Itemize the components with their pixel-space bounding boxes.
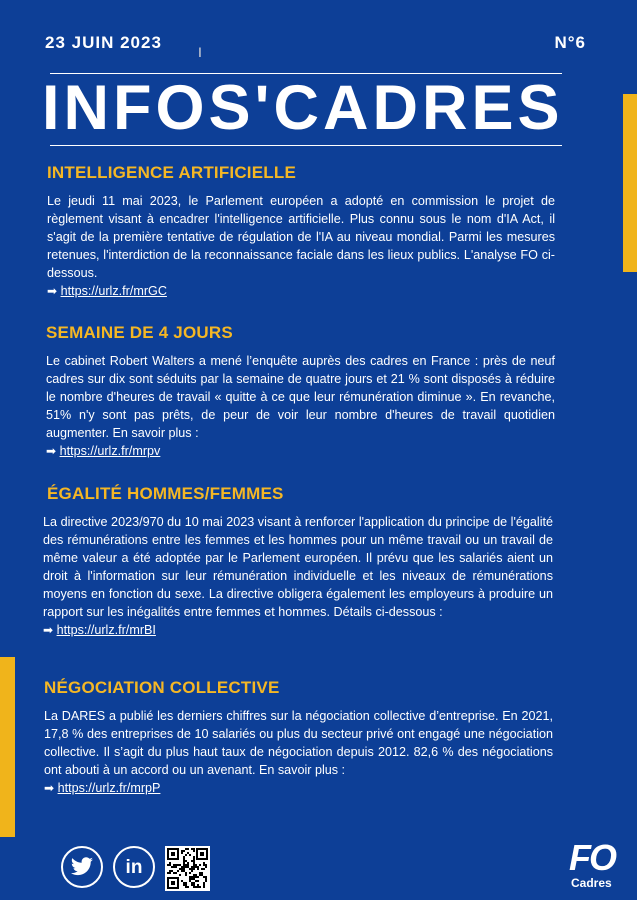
qr-module — [205, 880, 207, 882]
qr-module — [185, 848, 187, 850]
section-heading: NÉGOCIATION COLLECTIVE — [44, 678, 280, 697]
accent-bar-right — [623, 94, 637, 272]
qr-module — [193, 866, 195, 868]
qr-module — [193, 864, 195, 866]
qr-module — [193, 886, 195, 888]
qr-module — [191, 876, 193, 878]
qr-module — [169, 872, 171, 874]
twitter-icon[interactable] — [61, 846, 103, 888]
qr-module — [183, 884, 185, 886]
qr-module — [191, 866, 193, 868]
qr-module — [171, 852, 175, 856]
qr-module — [171, 881, 175, 885]
section-link[interactable]: https://urlz.fr/mrGC — [60, 284, 167, 298]
qr-module — [195, 876, 197, 878]
title-rule-bottom — [50, 145, 562, 146]
qr-module — [187, 862, 189, 864]
fo-cadres-logo — [565, 838, 625, 894]
qr-module — [185, 864, 187, 866]
qr-module — [185, 866, 187, 868]
qr-module — [199, 864, 201, 866]
qr-module — [197, 886, 199, 888]
qr-module — [169, 862, 171, 864]
qr-module — [185, 854, 187, 856]
arrow-right-icon: ➡ — [43, 623, 54, 637]
qr-module — [189, 876, 191, 878]
qr-module — [183, 882, 185, 884]
qr-module — [185, 886, 187, 888]
issue-number: N°6 — [554, 33, 586, 52]
qr-module — [193, 848, 195, 850]
qr-module — [191, 868, 193, 870]
qr-module — [179, 868, 181, 870]
qr-module — [179, 864, 181, 866]
section-heading: ÉGALITÉ HOMMES/FEMMES — [47, 484, 284, 503]
section-link-row — [43, 621, 553, 639]
newsletter-title: INFOS'CADRES — [42, 73, 564, 143]
qr-module — [193, 850, 195, 852]
qr-module — [201, 872, 203, 874]
qr-module — [183, 856, 185, 858]
qr-module — [185, 882, 187, 884]
qr-module — [193, 860, 195, 862]
qr-module — [197, 876, 199, 878]
qr-module — [203, 876, 205, 878]
qr-code-pattern — [165, 846, 210, 891]
qr-module — [175, 864, 177, 866]
qr-module — [167, 872, 169, 874]
qr-module — [193, 874, 195, 876]
qr-module — [201, 874, 203, 876]
twitter-bird-icon — [70, 857, 94, 877]
qr-module — [191, 882, 193, 884]
qr-module — [179, 874, 181, 876]
qr-module — [185, 884, 187, 886]
qr-module — [205, 876, 207, 878]
qr-module — [183, 850, 185, 852]
qr-module — [187, 866, 189, 868]
qr-module — [203, 862, 205, 864]
qr-module — [193, 868, 195, 870]
qr-module — [193, 878, 195, 880]
qr-module — [197, 868, 199, 870]
qr-module — [171, 870, 173, 872]
section-body: La DARES a publié les derniers chiffres sur la négociation collective d’entreprise. En 2021, 17,8 % des entreprises de 10 salariés ou plus du secteur privé ont engagé une négociation collective. Il s’agit du plus haut taux de négociation depuis 2012. 82,6 % des négociations ont abouti à un accord ou un avenant. En savoir plus : — [44, 709, 553, 777]
section-link-row — [47, 282, 555, 300]
qr-module — [195, 874, 197, 876]
qr-module — [199, 886, 201, 888]
section-link-row — [44, 779, 553, 797]
linkedin-icon[interactable] — [113, 846, 155, 888]
linkedin-label: in — [125, 856, 143, 878]
section-link[interactable]: https://urlz.fr/mrpP — [57, 781, 161, 795]
qr-module — [191, 870, 193, 872]
section-ai — [47, 163, 555, 300]
qr-module — [205, 866, 207, 868]
section-body: Le jeudi 11 mai 2023, le Parlement européen a adopté en commission le projet de règlement visant à encadrer l'intelligence artificielle. Plus connu sous le nom d'IA Act, il s'agit de la première tentative de régulation de l'IA au niveau mondial. Parmi les mesures retenues, l'interdiction de la reconnaissance faciale dans les lieux publics. L'analyse FO ci-dessous. — [47, 194, 555, 280]
qr-module — [169, 864, 171, 866]
text-cursor-icon: I — [198, 44, 202, 60]
qr-module — [189, 854, 191, 856]
issue-date: 23 JUIN 2023 — [45, 33, 162, 52]
qr-module — [193, 884, 195, 886]
qr-module — [203, 864, 205, 866]
qr-module — [169, 870, 171, 872]
qr-module — [191, 848, 193, 850]
section-link[interactable]: https://urlz.fr/mrpv — [59, 444, 161, 458]
arrow-right-icon: ➡ — [47, 284, 58, 298]
qr-module — [175, 866, 177, 868]
qr-module — [191, 878, 193, 880]
qr-module — [173, 864, 175, 866]
qr-module — [187, 848, 189, 850]
section-negotiation — [44, 678, 553, 797]
qr-module — [205, 864, 207, 866]
qr-module — [185, 860, 187, 862]
qr-module — [193, 862, 195, 864]
qr-module — [193, 856, 195, 858]
section-4-days — [46, 323, 555, 460]
qr-module — [189, 872, 191, 874]
qr-module — [187, 886, 189, 888]
qr-module — [189, 878, 191, 880]
section-body: La directive 2023/970 du 10 mai 2023 visant à renforcer l'application du principe de l'égalité des rémunérations entre les femmes et les hommes pour un même travail ou un travail de même valeur a été adoptée par le Parlement européen. Il prévu que les salariés aient un droit à l'information sur leur rémunération individuelle et les niveaux de rémunérations moyens en fonction du sexe. La directive obligera également les employeurs à produire un rapport sur les inégalités entre femmes et hommes. Détails ci-dessous : — [43, 515, 553, 619]
qr-module — [181, 880, 183, 882]
qr-module — [203, 882, 205, 884]
section-heading: SEMAINE DE 4 JOURS — [46, 323, 233, 342]
qr-module — [203, 868, 205, 870]
qr-module — [197, 866, 199, 868]
section-link[interactable]: https://urlz.fr/mrBI — [56, 623, 156, 637]
section-body: Le cabinet Robert Walters a mené l’enquête auprès des cadres en France : près de neuf cadres sur dix sont séduits par la semaine de quatre jours et 21 % sont disposés à réduire le nombre d'heures de travail « quitte à ce que leur rémunération diminue ». En revanche, 51% n'y sont pas prêts, de peur de voir leur nombre d'heures de travail quotidien augmenter. En savoir plus : — [46, 354, 555, 440]
qr-module — [203, 884, 205, 886]
section-link-row — [46, 442, 555, 460]
qr-module — [187, 864, 189, 866]
qr-module — [177, 864, 179, 866]
arrow-right-icon: ➡ — [46, 444, 57, 458]
qr-module — [185, 872, 187, 874]
section-heading: INTELLIGENCE ARTIFICIELLE — [47, 163, 296, 182]
qr-code — [165, 846, 210, 891]
qr-module — [201, 868, 203, 870]
qr-module — [193, 882, 195, 884]
qr-module — [181, 870, 183, 872]
qr-module — [200, 852, 204, 856]
accent-bar-left — [0, 657, 15, 837]
qr-module — [203, 886, 205, 888]
qr-module — [195, 886, 197, 888]
qr-module — [183, 860, 185, 862]
qr-module — [195, 864, 197, 866]
qr-module — [191, 884, 193, 886]
qr-module — [171, 866, 173, 868]
qr-module — [197, 884, 199, 886]
qr-module — [189, 880, 191, 882]
qr-module — [181, 850, 183, 852]
logo-fo-text: FO — [569, 837, 615, 878]
qr-module — [191, 860, 193, 862]
qr-module — [199, 874, 201, 876]
qr-module — [195, 880, 197, 882]
qr-module — [181, 852, 183, 854]
qr-module — [173, 872, 175, 874]
qr-module — [185, 874, 187, 876]
qr-module — [195, 866, 197, 868]
arrow-right-icon: ➡ — [44, 781, 55, 795]
qr-module — [193, 876, 195, 878]
qr-module — [183, 866, 185, 868]
logo-cadres-text: Cadres — [571, 876, 612, 890]
qr-module — [167, 864, 169, 866]
qr-module — [183, 864, 185, 866]
qr-module — [183, 868, 185, 870]
qr-module — [183, 862, 185, 864]
qr-module — [197, 880, 199, 882]
qr-module — [181, 868, 183, 870]
qr-module — [173, 866, 175, 868]
qr-module — [193, 858, 195, 860]
section-equality — [43, 484, 553, 639]
qr-module — [183, 858, 185, 860]
qr-module — [175, 872, 177, 874]
qr-module — [199, 872, 201, 874]
qr-module — [205, 878, 207, 880]
qr-module — [183, 870, 185, 872]
qr-module — [181, 866, 183, 868]
qr-module — [187, 852, 189, 854]
qr-module — [177, 870, 179, 872]
qr-module — [189, 868, 191, 870]
